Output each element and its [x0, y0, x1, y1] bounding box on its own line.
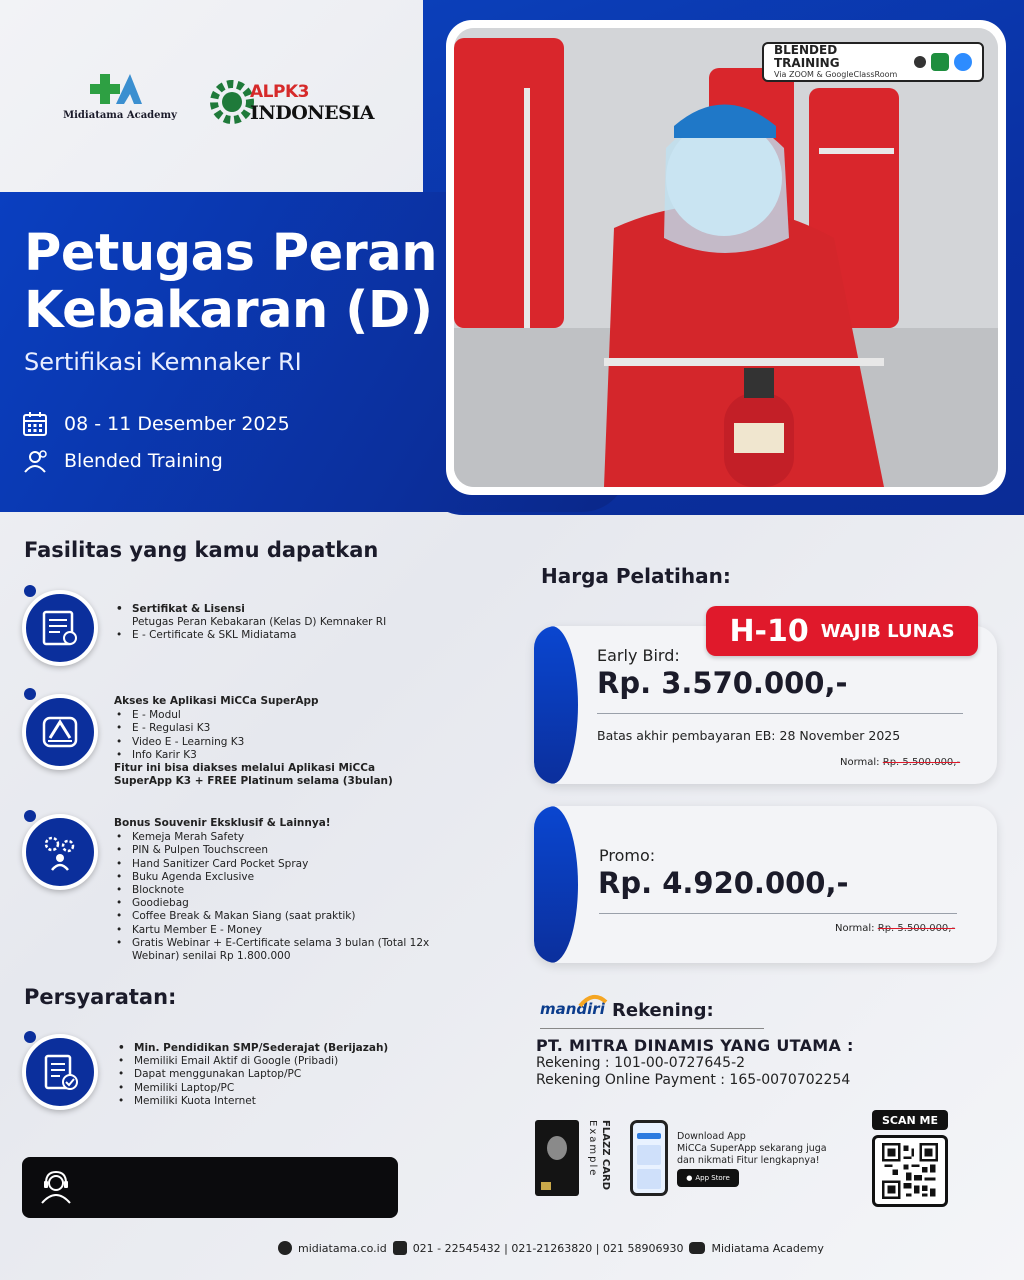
hero-photo-frame: [446, 20, 1006, 495]
card-accent-stripe: [534, 626, 578, 784]
facilities-heading: Fasilitas yang kamu dapatkan: [24, 538, 379, 562]
apple-icon: ●: [686, 1174, 693, 1182]
certificate-icon-circle: [22, 590, 98, 666]
facility-footnote: SuperApp K3 + FREE Platinum selama (3bulan): [114, 775, 393, 788]
requirement-item: • Dapat menggunakan Laptop/PC: [116, 1068, 436, 1081]
footer-website[interactable]: midiatama.co.id: [298, 1241, 387, 1255]
download-line: MiCCa SuperApp sekarang juga: [677, 1143, 827, 1154]
requirement-item: • Memiliki Email Aktif di Google (Pribadi): [116, 1055, 436, 1068]
alpk3-logo: [210, 78, 374, 130]
page-subtitle: Sertifikasi Kemnaker RI: [24, 348, 302, 376]
pricing-heading: Harga Pelatihan:: [541, 564, 731, 588]
app-store-label: App Store: [695, 1174, 730, 1182]
bullet-dot: [24, 688, 36, 700]
list-item: • Goodiebag: [114, 897, 444, 910]
page-title: [24, 225, 444, 339]
download-line: dan nikmati Fitur lengkapnya!: [677, 1155, 820, 1166]
h10-text: H-10: [729, 613, 809, 649]
requirement-item: • Memiliki Kuota Internet: [116, 1095, 436, 1108]
flazz-card-label: [584, 1120, 612, 1196]
midiatama-logo: [58, 70, 182, 130]
bank-account: Rekening : 101-00-0727645-2: [536, 1055, 746, 1071]
list-item: • Info Karir K3: [114, 749, 434, 762]
download-app-text: [677, 1131, 847, 1167]
blended-training-badge: [762, 42, 984, 82]
facility-title: Bonus Souvenir Eksklusif & Lainnya!: [114, 817, 331, 829]
badge-subtitle: Via ZOOM & GoogleClassRoom: [774, 70, 898, 79]
requirements-list: [116, 1042, 436, 1108]
promo-normal-price: [835, 923, 955, 934]
bonus-icon-circle: [22, 814, 98, 890]
bank-company: PT. MITRA DINAMIS YANG UTAMA :: [536, 1036, 854, 1055]
gear-icon: [210, 78, 254, 126]
list-item: • Hand Sanitizer Card Pocket Spray: [114, 858, 444, 871]
phone-mockup: [630, 1120, 668, 1196]
list-item-continuation: Webinar) senilai Rp 1.800.000: [132, 950, 291, 963]
download-title: Download App: [677, 1131, 746, 1142]
flazz-title: FLAZZ CARD: [600, 1120, 611, 1191]
facility-block-bonus: [114, 817, 444, 963]
list-item: • Buku Agenda Exclusive: [114, 871, 444, 884]
mandiri-wave-icon: [578, 994, 608, 1008]
normal-price-strike: Rp. 5.500.000,-: [882, 757, 961, 768]
footer-phones: 021 - 22545432 | 021-21263820 | 021 58906930: [412, 1241, 684, 1255]
midiatama-logo-text: Midiatama Academy: [63, 110, 177, 121]
checklist-icon: [38, 1050, 82, 1094]
firefighter-illustration: [454, 28, 998, 487]
checklist-icon-circle: [22, 1034, 98, 1110]
title-line-1: Petugas Peran: [24, 224, 438, 283]
bank-heading: Rekening:: [612, 1000, 714, 1021]
globe-icon: [278, 1241, 292, 1255]
promo-price: Rp. 4.920.000,-: [598, 866, 849, 900]
phone-icon: [393, 1241, 407, 1255]
calendar-icon: [22, 411, 48, 437]
micca-app-icon: [38, 710, 82, 754]
mandiri-logo-text: mandiri: [540, 1000, 605, 1018]
facility-block-certificate: [114, 603, 434, 643]
contact-bar[interactable]: [22, 1157, 398, 1218]
google-classroom-icon: [931, 53, 949, 71]
list-item: • E - Modul: [114, 709, 434, 722]
promo-label: Promo:: [599, 846, 656, 865]
divider: [599, 913, 957, 914]
youtube-icon: [689, 1242, 705, 1254]
facility-block-app: [114, 695, 434, 788]
normal-label: Normal:: [840, 757, 880, 768]
app-icon-circle: [22, 694, 98, 770]
qr-code[interactable]: [872, 1135, 948, 1207]
scan-me-label: SCAN ME: [872, 1110, 948, 1130]
requirements-heading: Persyaratan:: [24, 985, 177, 1009]
divider: [540, 1028, 764, 1029]
training-mode-icon: [22, 448, 48, 474]
flazz-subtitle: Example: [587, 1120, 598, 1178]
list-item: • Coffee Break & Makan Siang (saat praktik): [114, 910, 444, 923]
list-item: • Gratis Webinar + E-Certificate selama 3 bulan (Total 12x: [114, 937, 444, 950]
footer-youtube[interactable]: Midiatama Academy: [711, 1241, 824, 1255]
list-item: • Kartu Member E - Money: [114, 924, 444, 937]
zoom-icon: [954, 53, 972, 71]
facility-title: • Sertifikat & Lisensi: [114, 603, 434, 616]
bullet-dot: [24, 810, 36, 822]
list-item: • Video E - Learning K3: [114, 736, 434, 749]
certificate-icon: [38, 606, 82, 650]
h10-badge: [706, 606, 978, 656]
requirement-item: • Min. Pendidikan SMP/Sederajat (Berijazah): [116, 1042, 436, 1055]
mode-row: [22, 448, 223, 474]
indonesia-text: INDONESIA: [250, 102, 374, 124]
gears-person-icon: [38, 830, 82, 874]
early-bird-normal-price: [840, 757, 960, 768]
badge-title: BLENDED TRAINING: [774, 43, 840, 70]
training-mode: Blended Training: [64, 450, 223, 472]
facility-detail: Petugas Peran Kebakaran (Kelas D) Kemnaker RI: [132, 616, 387, 629]
github-icon: [914, 56, 926, 68]
list-item: • E - Certificate & SKL Midiatama: [114, 629, 434, 642]
list-item: • E - Regulasi K3: [114, 722, 434, 735]
flazz-card-image: [535, 1120, 579, 1196]
list-item: • Blocknote: [114, 884, 444, 897]
early-bird-label: Early Bird:: [597, 646, 680, 665]
mandiri-logo: [538, 996, 608, 1022]
card-accent-stripe: [534, 806, 578, 963]
list-item: • PIN & Pulpen Touchscreen: [114, 844, 444, 857]
facility-footnote: Fitur ini bisa diakses melalui Aplikasi MiCCa: [114, 762, 376, 775]
qr-code-pattern: [880, 1143, 940, 1199]
early-bird-deadline: Batas akhir pembayaran EB: 28 November 2025: [597, 728, 901, 743]
requirement-item: • Memiliki Laptop/PC: [116, 1082, 436, 1095]
customer-service-icon: [38, 1169, 74, 1205]
bank-online-account: Rekening Online Payment : 165-0070702254: [536, 1072, 851, 1088]
list-item: • Kemeja Merah Safety: [114, 831, 444, 844]
footer: [278, 1241, 824, 1255]
bullet-dot: [24, 585, 36, 597]
title-line-2: Kebakaran (D): [24, 281, 433, 340]
training-date: 08 - 11 Desember 2025: [64, 413, 290, 435]
divider: [597, 713, 963, 714]
hero-photo: [454, 28, 998, 487]
alpk3-text: ALPK3: [250, 82, 309, 102]
normal-label: Normal:: [835, 923, 875, 934]
wajib-lunas-text: WAJIB LUNAS: [820, 620, 955, 642]
early-bird-price: Rp. 3.570.000,-: [597, 666, 848, 700]
app-store-button[interactable]: [677, 1169, 739, 1187]
bullet-dot: [24, 1031, 36, 1043]
normal-price-strike: Rp. 5.500.000,-: [877, 923, 956, 934]
facility-title: Akses ke Aplikasi MiCCa SuperApp: [114, 695, 319, 707]
date-row: [22, 411, 290, 437]
